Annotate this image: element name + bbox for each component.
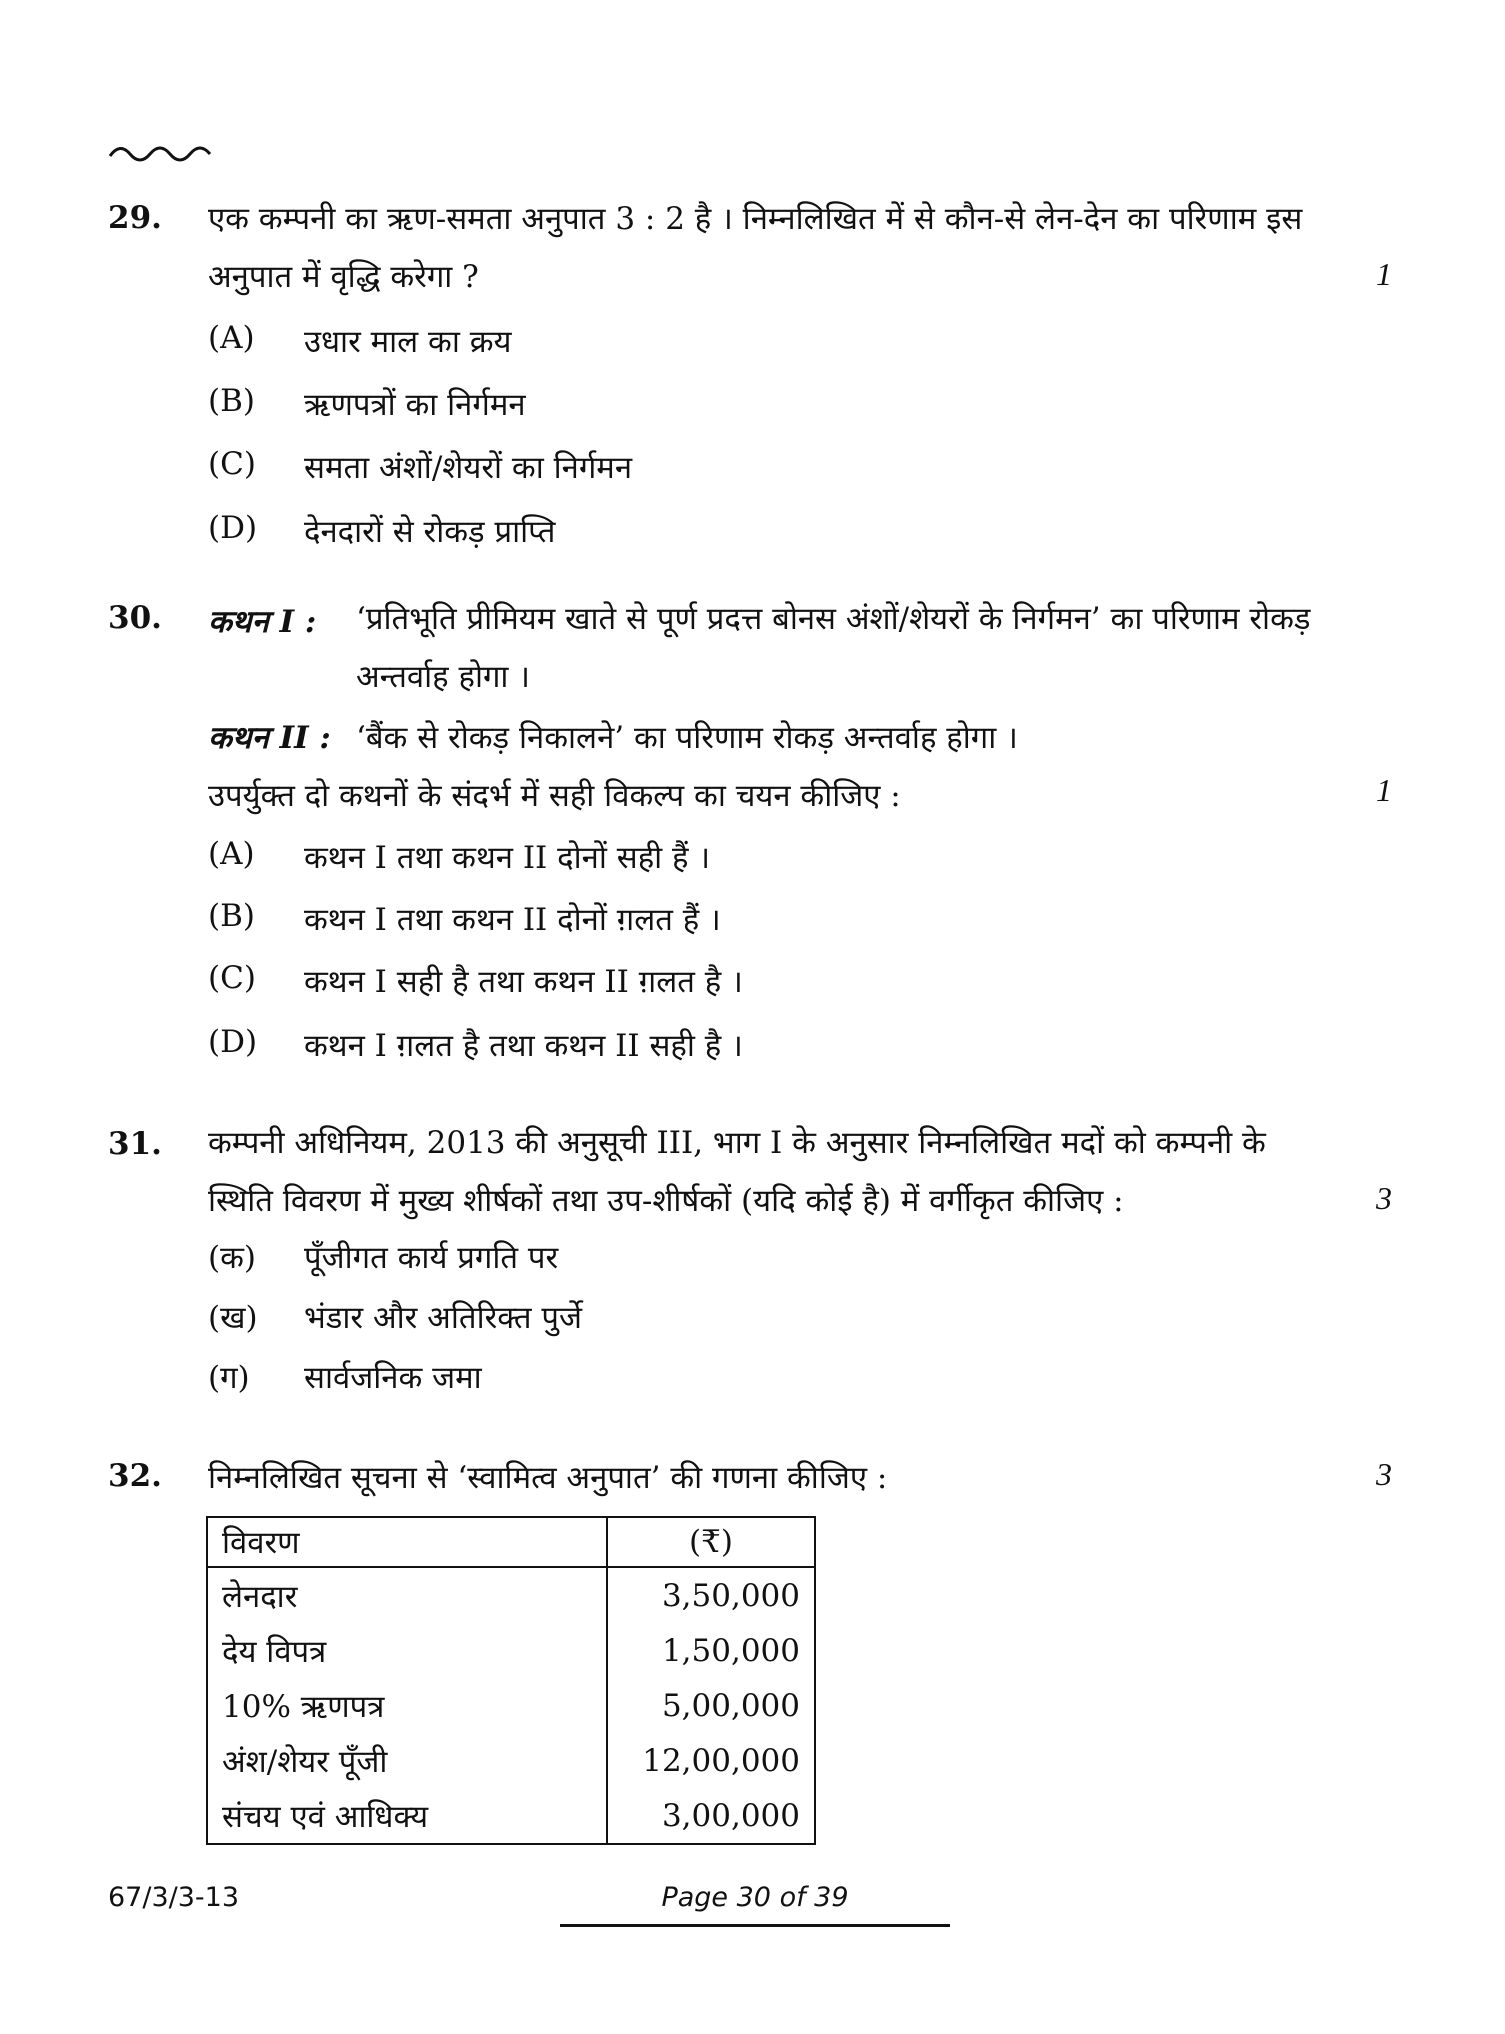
- option-text: उधार माल का क्रय: [304, 324, 512, 360]
- option-label: (D): [208, 1024, 258, 1060]
- option-label: (B): [208, 898, 255, 934]
- option-label: (A): [208, 836, 255, 872]
- table-cell: अंश/शेयर पूँजी: [207, 1733, 607, 1788]
- option-label: (ख): [208, 1300, 258, 1336]
- page-number: Page 30 of 39: [661, 1882, 849, 1913]
- instruction-text: उपर्युक्त दो कथनों के संदर्भ में सही विकल्प का चयन कीजिए :: [208, 778, 901, 814]
- table-row: [207, 1567, 815, 1623]
- table-header-cell: (₹): [607, 1517, 815, 1567]
- option-label: (B): [208, 383, 255, 419]
- question-number: 29.: [108, 200, 162, 236]
- decorative-wave-mark: [108, 138, 228, 168]
- table-cell: 12,00,000: [607, 1733, 815, 1788]
- paper-code: 67/3/3-13: [108, 1882, 240, 1913]
- option-text: कथन I तथा कथन II दोनों सही हैं ।: [304, 840, 711, 876]
- table-row: [207, 1623, 815, 1678]
- question-text: एक कम्पनी का ऋण-समता अनुपात 3 : 2 है । निम्नलिखित में से कौन-से लेन-देन का परिणाम इस अनुपात में वृद्धि करेगा ?: [208, 201, 1303, 295]
- footer-divider: [560, 1924, 950, 1927]
- table-row: [207, 1788, 815, 1844]
- question-text: निम्नलिखित सूचना से ‘स्वामित्व अनुपात’ की गणना कीजिए :: [208, 1460, 888, 1496]
- option-text: कथन I तथा कथन II दोनों ग़लत हैं ।: [304, 902, 721, 938]
- table-row: [207, 1733, 815, 1788]
- statement-2-text: ‘बैंक से रोकड़ निकालने’ का परिणाम रोकड़ अन्तर्वाह होगा ।: [356, 720, 1018, 756]
- question-number: 31.: [108, 1126, 162, 1162]
- option-label: (D): [208, 510, 258, 546]
- table-cell: संचय एवं आधिक्य: [207, 1788, 607, 1844]
- marks: 1: [1376, 256, 1392, 292]
- option-label: (ग): [208, 1360, 250, 1396]
- option-label: (C): [208, 960, 256, 996]
- statement-2-label: कथन II :: [208, 720, 331, 756]
- option-text: ऋणपत्रों का निर्गमन: [304, 387, 526, 423]
- option-label: (A): [208, 320, 255, 356]
- question-number: 32.: [108, 1458, 162, 1494]
- marks: 3: [1376, 1180, 1392, 1216]
- marks: 3: [1376, 1456, 1392, 1492]
- option-label: (C): [208, 446, 256, 482]
- statement-1-label: कथन I :: [208, 604, 317, 640]
- table-cell: देय विपत्र: [207, 1623, 607, 1678]
- table-header-cell: विवरण: [207, 1517, 607, 1567]
- question-text: कम्पनी अधिनियम, 2013 की अनुसूची III, भाग I के अनुसार निम्नलिखित मदों को कम्पनी के स्थिति विवरण में मुख्य शीर्षकों तथा उप-शीर्षकों (यदि कोई है) में वर्गीकृत कीजिए :: [208, 1125, 1266, 1219]
- table-cell: 1,50,000: [607, 1623, 815, 1678]
- marks: 1: [1376, 772, 1392, 808]
- option-text: कथन I ग़लत है तथा कथन II सही है ।: [304, 1028, 743, 1064]
- option-text: कथन I सही है तथा कथन II ग़लत है ।: [304, 964, 743, 1000]
- option-text: सार्वजनिक जमा: [304, 1360, 482, 1396]
- option-text: समता अंशों/शेयरों का निर्गमन: [304, 450, 633, 486]
- option-label: (क): [208, 1240, 256, 1276]
- option-text: पूँजीगत कार्य प्रगति पर: [304, 1240, 559, 1276]
- table-cell: 5,00,000: [607, 1678, 815, 1733]
- table-cell: 10% ऋणपत्र: [207, 1678, 607, 1733]
- table-cell: 3,50,000: [607, 1567, 815, 1623]
- option-text: देनदारों से रोकड़ प्राप्ति: [304, 514, 556, 550]
- table-cell: लेनदार: [207, 1567, 607, 1623]
- option-text: भंडार और अतिरिक्त पुर्जे: [304, 1300, 583, 1336]
- table-cell: 3,00,000: [607, 1788, 815, 1844]
- table-header-row: [207, 1517, 815, 1567]
- table-row: [207, 1678, 815, 1733]
- question-number: 30.: [108, 600, 162, 636]
- data-table: [206, 1516, 816, 1845]
- statement-1-text: ‘प्रतिभूति प्रीमियम खाते से पूर्ण प्रदत्त बोनस अंशों/शेयरों के निर्गमन’ का परिणाम रोकड़ अन्तर्वाह होगा ।: [356, 601, 1311, 695]
